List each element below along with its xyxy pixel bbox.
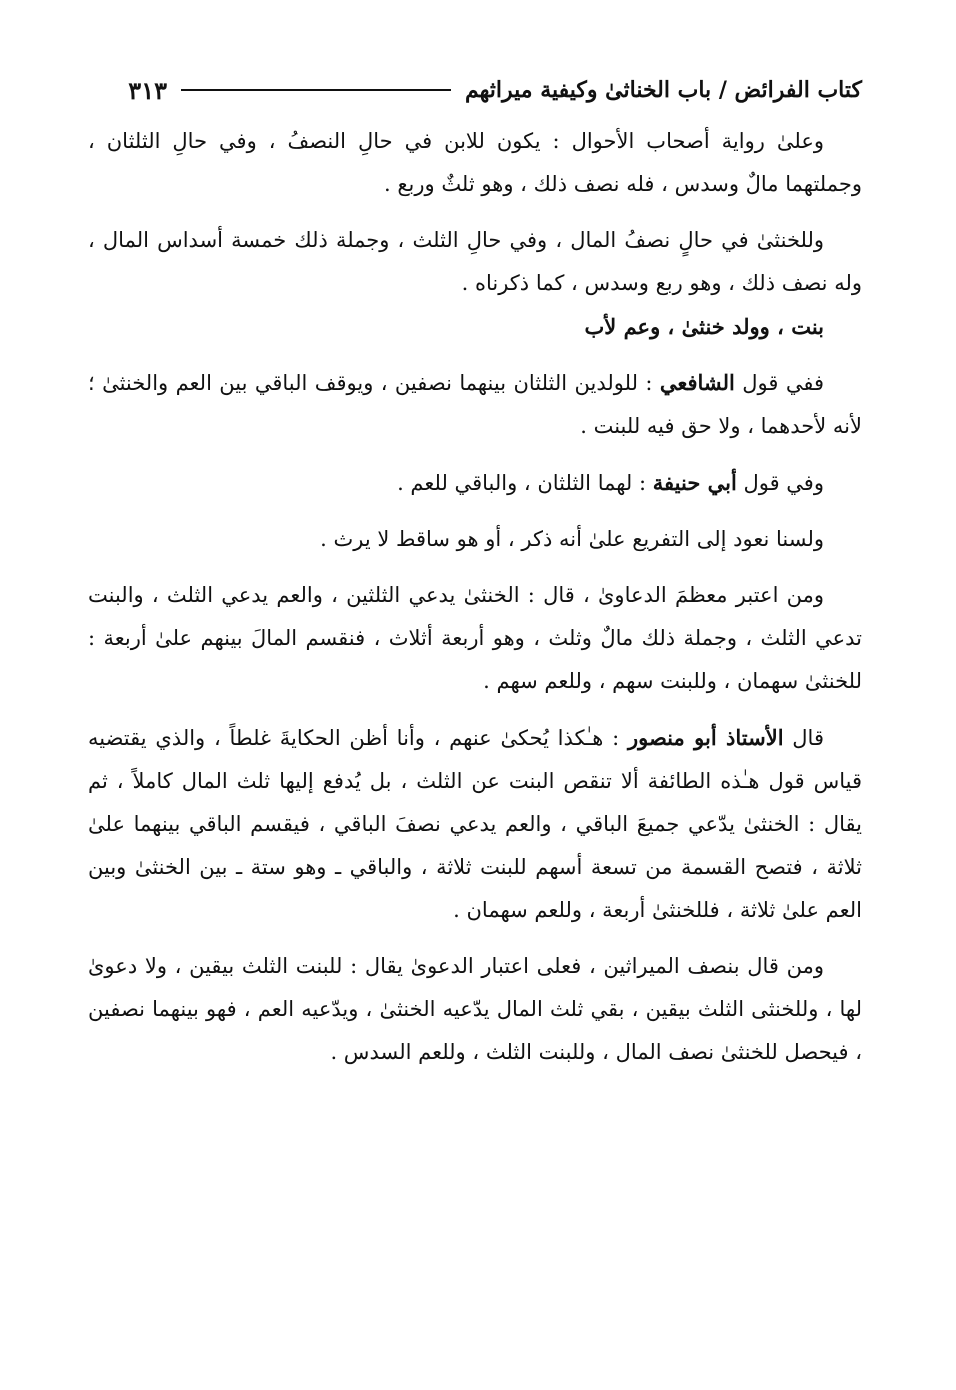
- scholar-name-abu-mansur: الأستاذ أبو منصور: [627, 725, 784, 750]
- paragraph-7-prefix: قال: [792, 726, 824, 750]
- paragraph-4: [88, 461, 862, 505]
- case-heading: بنت ، وولد خنثىٰ ، وعم لأب: [584, 314, 824, 339]
- running-header: [88, 66, 862, 112]
- paragraph-3-text: : للولدين الثلثان بينهما نصفين ، ويوقف الباقي بين العم والخنثىٰ ؛ لأنه لأحدهما ، ولا حق فيه للبنت .: [88, 371, 862, 438]
- chapter-title: كتاب الفرائض / باب الخناثىٰ وكيفية ميراثهم: [464, 77, 862, 103]
- scholar-name-abu-hanifa: أبي حنيفة: [652, 470, 737, 495]
- paragraph-5: ولسنا نعود إلى التفريع علىٰ أنه ذكر ، أو هو ساقط لا يرث .: [320, 527, 824, 551]
- paragraph-7: [88, 716, 862, 932]
- paragraph-2: وللخنثىٰ في حالٍ نصفُ المال ، وفي حالِ الثلث ، وجملة ذلك خمسة أسداس المال ، وله نصف ذلك ، وهو ربع وسدس ، كما ذكرناه .: [88, 228, 862, 295]
- paragraph-6: ومن اعتبر معظمَ الدعاوىٰ ، قال : الخنثىٰ يدعي الثلثين ، والعم يدعي الثلث ، والبنت تدعي الثلث ، وجملة ذلك مالٌ وثلث ، وهو أربعة أثلاث ، فنقسم المالَ بينهم علىٰ أربعة : للخنثىٰ سهمان ، وللبنت سهم ، وللعم سهم .: [88, 583, 862, 693]
- paragraph-4-prefix: وفي قول: [743, 471, 824, 495]
- scholar-name-shafii: الشافعي: [659, 370, 735, 395]
- paragraph-4-text: : لهما الثلثان ، والباقي للعم .: [397, 471, 647, 495]
- paragraph-3: [88, 361, 862, 448]
- page-body: [88, 120, 862, 1074]
- paragraph-7-text: : هـٰكذا يُحكىٰ عنهم ، وأنا أظن الحكايةَ غلطاً ، والذي يقتضيه قياس قول هـٰذه الطائفة ألا تنقص البنت عن الثلث ، بل يُدفع إليها ثلث المال كاملاً ، ثم يقال : الخنثىٰ يدّعي جميعَ الباقي ، والعم يدعي نصفَ الباقي ، فيقسم الباقي بينهما علىٰ ثلاثة ، فتصح القسمة من تسعة أسهم للبنت ثلاثة ، والباقي ـ وهو ستة ـ بين الخنثىٰ وبين العم علىٰ ثلاثة ، فللخنثىٰ أربعة ، وللعم سهمان .: [88, 726, 862, 922]
- header-rule: [181, 89, 451, 91]
- page-number: ٣١٣: [128, 75, 167, 105]
- paragraph-1: وعلىٰ رواية أصحاب الأحوال : يكون للابن في حالِ النصفُ ، وفي حالِ الثلثان ، وجملتهما مالٌ وسدس ، فله نصف ذلك ، وهو ثلثٌ وربع .: [88, 129, 862, 196]
- paragraph-3-prefix: ففي قول: [742, 371, 824, 395]
- paragraph-8: ومن قال بنصف الميراثين ، فعلى اعتبار الدعوىٰ يقال : للبنت الثلث بيقين ، ولا دعوىٰ لها ، وللخنثى الثلث بيقين ، بقي ثلث المال يدّعيه الخنثىٰ ، ويدّعيه العم ، فهو بينهما نصفين ، فيحصل للخنثىٰ نصف المال ، وللبنت الثلث ، وللعم السدس .: [88, 954, 862, 1064]
